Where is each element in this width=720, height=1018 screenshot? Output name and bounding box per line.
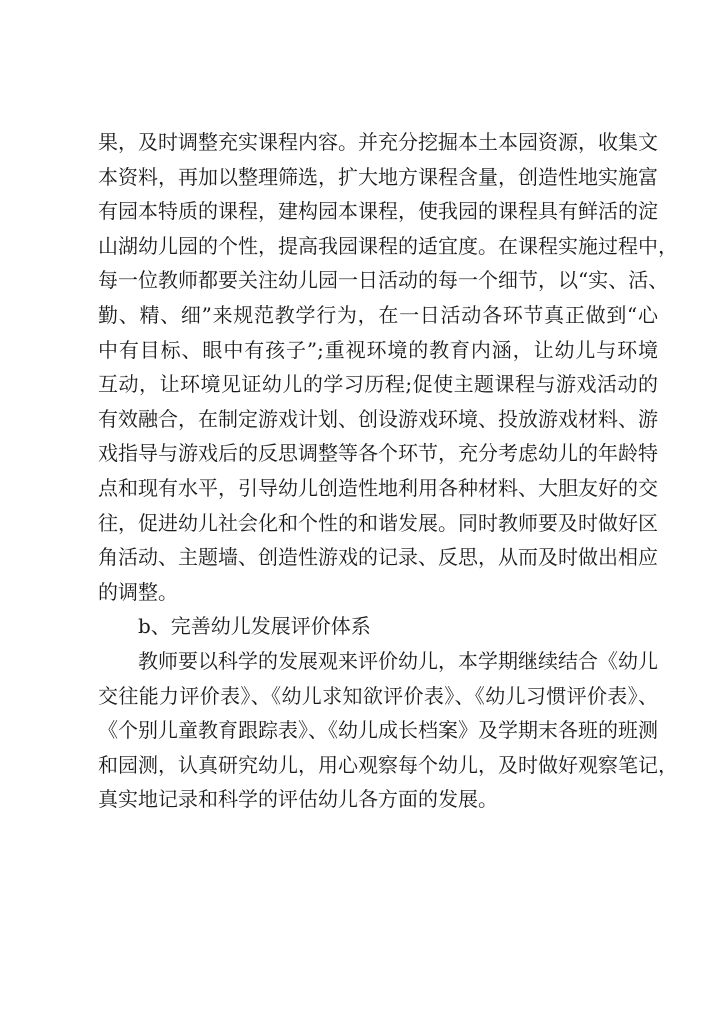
paragraph-line: 的调整。	[98, 579, 178, 604]
paragraph-line: 本资料，再加以整理筛选，扩大地方课程含量，创造性地实施富	[98, 164, 658, 189]
paragraph-line: 戏指导与游戏后的反思调整等各个环节，充分考虑幼儿的年龄特	[98, 441, 658, 466]
paragraph-line: 山湖幼儿园的个性，提高我园课程的适宜度。在课程实施过程中，	[98, 233, 678, 258]
paragraph-line: 和园测，认真研究幼儿，用心观察每个幼儿，及时做好观察笔记，	[98, 752, 678, 777]
paragraph-line: 点和现有水平，引导幼儿创造性地利用各种材料、大胆友好的交	[98, 475, 658, 500]
paragraph-line: 往，促进幼儿社会化和个性的和谐发展。同时教师要及时做好区	[98, 510, 658, 535]
paragraph-line: 每一位教师都要关注幼儿园一日活动的每一个细节，以“实、活、	[98, 268, 669, 293]
paragraph-line: 中有目标、眼中有孩子”;重视环境的教育内涵，让幼儿与环境	[98, 337, 658, 362]
document-body	[98, 125, 678, 817]
paragraph-line: 有效融合，在制定游戏计划、创设游戏环境、投放游戏材料、游	[98, 406, 658, 431]
paragraph-line: 教师要以科学的发展观来评价幼儿，本学期继续结合《幼儿	[138, 648, 658, 673]
paragraph-line: 真实地记录和科学的评估幼儿各方面的发展。	[98, 787, 498, 812]
paragraph-line: 互动，让环境见证幼儿的学习历程;促使主题课程与游戏活动的	[98, 372, 658, 397]
paragraph-line: 勤、精、细”来规范教学行为，在一日活动各环节真正做到“心	[98, 302, 658, 327]
section-heading: b、完善幼儿发展评价体系	[138, 614, 371, 639]
paragraph-line: 果，及时调整充实课程内容。并充分挖掘本土本园资源，收集文	[98, 130, 658, 154]
paragraph-line: 《个别儿童教育跟踪表》、《幼儿成长档案》及学期末各班的班测	[98, 718, 658, 743]
paragraph-line: 角活动、主题墙、创造性游戏的记录、反思，从而及时做出相应	[98, 545, 658, 570]
paragraph-line: 交往能力评价表》、《幼儿求知欲评价表》、《幼儿习惯评价表》、	[98, 683, 658, 708]
paragraph-line: 有园本特质的课程，建构园本课程，使我园的课程具有鲜活的淀	[98, 199, 658, 224]
